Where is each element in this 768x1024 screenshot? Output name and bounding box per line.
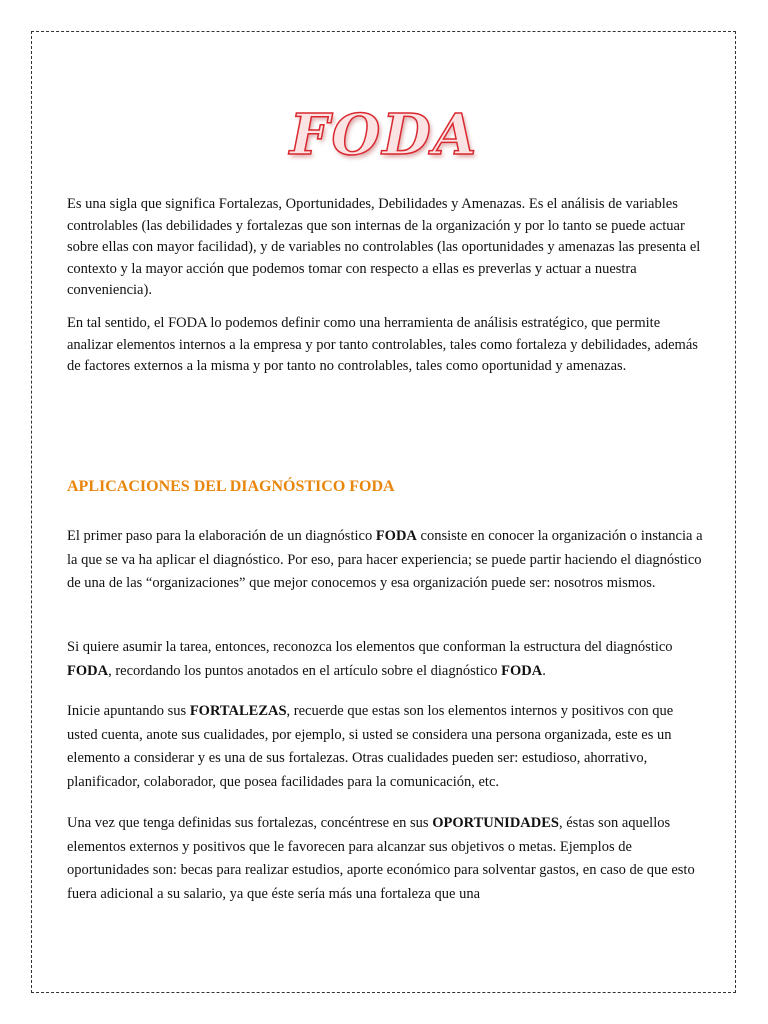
text-run: , recuerde que estas son los elementos internos y positivos con que usted cuenta, anote sus cualidades, por ejemplo, si usted se considera una persona organizada, este es un elemento a considerar y es una de sus fortalezas. Otras cualidades pueden ser: estudioso, ahorrativo, planificador, colaborador, que posea facilidades para la comunicación, etc. <box>67 703 674 790</box>
intro-paragraph-2: En tal sentido, el FODA lo podemos definir como una herramienta de análisis estratégico, que permite analizar elementos internos a la empresa y por tanto controlables, tales como fortaleza y debilidades, además de factores externos a la misma y por tanto no controlables, tales como oportunidad y amenazas. <box>67 315 698 374</box>
bold-term: OPORTUNIDADES <box>432 815 559 831</box>
bold-term: FORTALEZAS <box>189 703 287 719</box>
text-run: . <box>542 662 546 679</box>
text-run: , recordando los puntos anotados en el artículo sobre el diagnóstico <box>108 662 502 679</box>
bold-term: FODA <box>67 662 109 679</box>
paragraph-asumir-tarea <box>67 636 703 683</box>
section-heading: APLICACIONES DEL DIAGNÓSTICO FODA <box>67 478 395 495</box>
text-run: Si quiere asumir la tarea, entonces, reconozca los elementos que conforman la estructura del diagnóstico <box>67 639 673 655</box>
paragraph-primer-paso <box>67 525 703 596</box>
text-run: , éstas son aquellos elementos externos y positivos que le favorecen para alcanzar sus objetivos o metas. Ejemplos de oportunidades son: becas para realizar estudios, aporte económico para solventar gastos, en caso de que esto fuera adicional a su salario, ya que éste sería más una fortaleza que una <box>67 815 695 902</box>
text-run: Una vez que tenga definidas sus fortalezas, concéntrese en sus <box>67 815 433 831</box>
document-title: FODA <box>289 102 479 168</box>
text-run: Inicie apuntando sus <box>67 703 190 719</box>
text-run: consiste en conocer la organización o instancia a la que se va ha aplicar el diagnóstico. Por eso, para hacer experiencia; se puede partir haciendo el diagnóstico de una de las “organizaciones” que mejor conocemos y esa organización puede ser: nosotros mismos. <box>67 528 703 591</box>
paragraph-fortalezas <box>67 700 703 794</box>
paragraph-oportunidades <box>67 812 703 906</box>
intro-paragraph-1: Es una sigla que significa Fortalezas, Oportunidades, Debilidades y Amenazas. Es el análisis de variables controlables (las debilidades y fortalezas que son internas de la organización y por lo tanto se puede actuar sobre ellas con mayor facilidad), y de variables no controlables (las oportunidades y amenazas las presenta el contexto y la mayor acción que podemos tomar con respecto a ellas es preverlas y actuar a nuestra conveniencia). <box>67 196 701 298</box>
bold-term: FODA <box>375 528 417 544</box>
text-run: El primer paso para la elaboración de un diagnóstico <box>67 528 376 544</box>
bold-term: FODA <box>501 662 543 679</box>
